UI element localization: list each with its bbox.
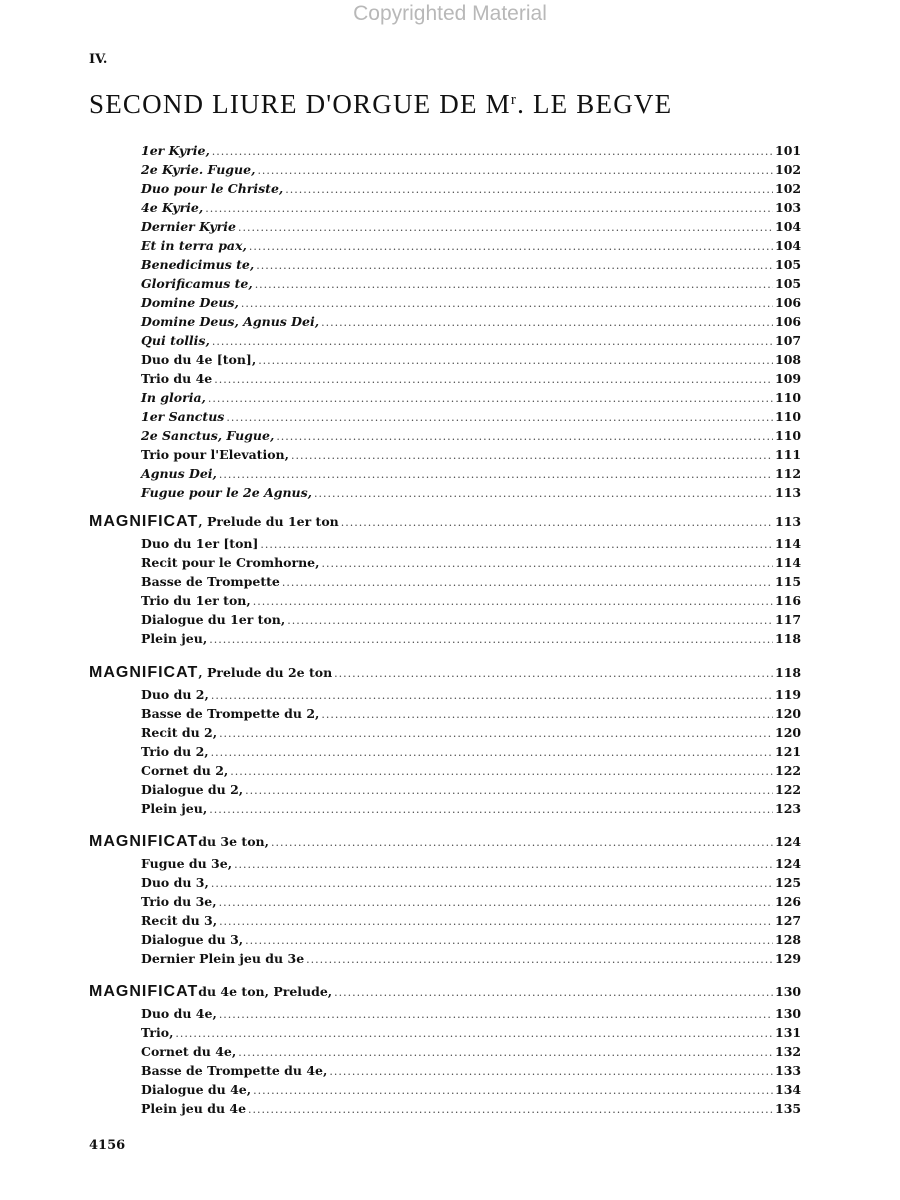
dot-leader [230,765,773,778]
dot-leader [306,953,773,966]
section-heading-detail: , Prelude du 1er ton [198,514,339,529]
toc-entry [141,612,801,630]
dot-leader [241,297,773,310]
page-number: IV. [89,52,108,67]
dot-leader [211,877,773,890]
entry-page-number: 105 [775,257,802,272]
dot-leader [175,1027,773,1040]
section-page-number: 113 [775,514,802,529]
entry-page-number: 123 [775,801,802,816]
entry-page-number: 120 [775,706,802,721]
footer-plate-number: 4156 [89,1138,126,1153]
entry-label: Dialogue du 4e, [141,1082,252,1097]
dot-leader [276,430,773,443]
entry-label: Plein jeu du 4e [141,1101,247,1116]
toc-entry [141,555,801,573]
entry-page-number: 124 [775,856,802,871]
dot-leader [219,468,773,481]
entry-label: Qui tollis, [141,333,210,348]
toc-entry [141,352,801,370]
entry-page-number: 104 [775,238,802,253]
toc-entry [141,1063,801,1081]
entry-label: Duo du 3, [141,875,209,890]
entry-label: In gloria, [141,390,206,405]
entry-page-number: 122 [775,763,802,778]
toc-entry [141,875,801,893]
entry-label: Trio du 1er ton, [141,593,251,608]
section-heading: MAGNIFICAT [89,983,199,1000]
dot-leader [257,164,773,177]
entry-label: Plein jeu, [141,801,208,816]
entry-page-number: 118 [775,631,802,646]
toc-entry [141,536,801,554]
entry-label: Trio du 4e [141,371,213,386]
entry-page-number: 133 [775,1063,802,1078]
dot-leader [245,784,773,797]
toc-entry [141,782,801,800]
entry-page-number: 132 [775,1044,802,1059]
dot-leader [334,986,773,999]
dot-leader [238,221,773,234]
entry-label: Plein jeu, [141,631,208,646]
entry-page-number: 114 [775,555,802,570]
entry-label: Agnus Dei, [141,466,217,481]
dot-leader [219,727,773,740]
entry-label: Trio pour l'Elevation, [141,447,289,462]
toc-entry [141,801,801,819]
entry-label: Duo du 2, [141,687,209,702]
dot-leader [234,858,773,871]
dot-leader [256,259,773,272]
entry-page-number: 106 [775,314,802,329]
entry-label: Glorificamus te, [141,276,253,291]
entry-label: Trio, [141,1025,174,1040]
toc-entry [141,1006,801,1024]
section-heading-detail: du 4e ton, Prelude, [198,984,333,999]
toc-entry [141,219,801,237]
toc-entry [141,894,801,912]
section-heading-row [89,513,801,535]
page-title [89,89,672,120]
dot-leader [209,633,773,646]
section-heading-detail: du 3e ton, [198,834,269,849]
section-page-number: 130 [775,984,802,999]
entry-page-number: 135 [775,1101,802,1116]
toc-entry [141,763,801,781]
toc-entry [141,276,801,294]
toc-entry [141,200,801,218]
toc-entry [141,687,801,705]
toc-entry [141,257,801,275]
entry-page-number: 128 [775,932,802,947]
toc-entry [141,574,801,592]
entry-label: Trio du 3e, [141,894,217,909]
dot-leader [287,614,773,627]
section-heading-row [89,833,801,855]
dot-leader [321,316,773,329]
toc-entry [141,428,801,446]
title-superscript: r [510,92,518,108]
entry-page-number: 102 [775,181,802,196]
toc-entry [141,333,801,351]
entry-page-number: 113 [775,485,802,500]
entry-page-number: 122 [775,782,802,797]
entry-label: Dialogue du 3, [141,932,244,947]
entry-page-number: 127 [775,913,802,928]
dot-leader [260,538,773,551]
entry-page-number: 103 [775,200,802,215]
dot-leader [291,449,773,462]
section-heading-detail: , Prelude du 2e ton [198,665,333,680]
toc-entry [141,1101,801,1119]
entry-page-number: 131 [775,1025,802,1040]
dot-leader [314,487,773,500]
entry-label: 2e Sanctus, Fugue, [141,428,275,443]
entry-page-number: 110 [775,409,802,424]
section-page-number: 118 [775,665,802,680]
toc-entry [141,1082,801,1100]
toc-entry [141,371,801,389]
toc-entry [141,162,801,180]
toc-entry [141,390,801,408]
dot-leader [253,595,773,608]
entry-label: Trio du 2, [141,744,209,759]
dot-leader [329,1065,773,1078]
entry-label: Basse de Trompette du 2, [141,706,320,721]
entry-label: Duo pour le Christe, [141,181,284,196]
section-heading: MAGNIFICAT [89,513,199,530]
entry-page-number: 125 [775,875,802,890]
entry-page-number: 111 [775,447,802,462]
toc-entry [141,725,801,743]
entry-label: Basse de Trompette [141,574,280,589]
entry-page-number: 130 [775,1006,802,1021]
dot-leader [285,183,773,196]
dot-leader [282,576,773,589]
toc-entry [141,314,801,332]
dot-leader [226,411,773,424]
entry-page-number: 121 [775,744,802,759]
dot-leader [219,1008,773,1021]
dot-leader [245,934,773,947]
entry-label: 1er Sanctus [141,409,225,424]
entry-page-number: 114 [775,536,802,551]
dot-leader [205,202,773,215]
entry-page-number: 120 [775,725,802,740]
entry-page-number: 117 [775,612,802,627]
toc-entry [141,466,801,484]
dot-leader [334,667,773,680]
dot-leader [255,278,773,291]
dot-leader [208,392,773,405]
toc-entry [141,856,801,874]
section-heading-row [89,664,801,686]
toc-entry [141,238,801,256]
title-main: SECOND LIURE D'ORGUE DE M [89,89,511,119]
entry-label: Recit pour le Cromhorne, [141,555,320,570]
entry-label: Basse de Trompette du 4e, [141,1063,328,1078]
entry-page-number: 107 [775,333,802,348]
dot-leader [238,1046,773,1059]
entry-page-number: 119 [775,687,802,702]
entry-label: Domine Deus, Agnus Dei, [141,314,320,329]
dot-leader [271,836,773,849]
toc-entry [141,447,801,465]
title-tail: . LE BEGVE [517,89,673,119]
entry-label: Dialogue du 1er ton, [141,612,286,627]
section-heading-row [89,983,801,1005]
section-heading: MAGNIFICAT [89,664,199,681]
entry-label: Dialogue du 2, [141,782,244,797]
entry-label: Et in terra pax, [141,238,247,253]
entry-page-number: 110 [775,428,802,443]
entry-label: Cornet du 2, [141,763,229,778]
dot-leader [258,354,773,367]
entry-page-number: 106 [775,295,802,310]
toc-entry [141,932,801,950]
entry-label: Fugue pour le 2e Agnus, [141,485,313,500]
toc-entry [141,143,801,161]
toc-entry [141,744,801,762]
toc-entry [141,1044,801,1062]
entry-page-number: 105 [775,276,802,291]
entry-page-number: 116 [775,593,802,608]
dot-leader [219,896,773,909]
entry-label: 1er Kyrie, [141,143,210,158]
entry-label: Duo du 1er [ton] [141,536,259,551]
toc-entry [141,913,801,931]
toc-entry [141,631,801,649]
entry-page-number: 134 [775,1082,802,1097]
toc-entry [141,295,801,313]
entry-page-number: 104 [775,219,802,234]
watermark: Copyrighted Material [353,2,547,25]
entry-label: Fugue du 3e, [141,856,233,871]
dot-leader [321,708,773,721]
entry-label: Duo du 4e, [141,1006,217,1021]
toc-entry [141,181,801,199]
entry-page-number: 112 [775,466,802,481]
dot-leader [209,803,773,816]
toc-entry [141,485,801,503]
entry-page-number: 126 [775,894,802,909]
entry-page-number: 115 [775,574,802,589]
entry-label: 4e Kyrie, [141,200,204,215]
section-page-number: 124 [775,834,802,849]
entry-label: Dernier Plein jeu du 3e [141,951,305,966]
dot-leader [341,516,773,529]
entry-page-number: 101 [775,143,802,158]
entry-label: Recit du 2, [141,725,218,740]
entry-label: Benedicimus te, [141,257,255,272]
entry-page-number: 129 [775,951,802,966]
dot-leader [214,373,773,386]
toc-entry [141,1025,801,1043]
section-heading: MAGNIFICAT [89,833,199,850]
entry-page-number: 110 [775,390,802,405]
toc-entry [141,593,801,611]
entry-label: Recit du 3, [141,913,218,928]
entry-page-number: 102 [775,162,802,177]
entry-page-number: 109 [775,371,802,386]
toc-entry [141,706,801,724]
dot-leader [219,915,773,928]
dot-leader [211,689,773,702]
dot-leader [253,1084,773,1097]
entry-label: Dernier Kyrie [141,219,236,234]
dot-leader [212,145,773,158]
dot-leader [249,240,773,253]
dot-leader [212,335,773,348]
entry-label: Duo du 4e [ton], [141,352,257,367]
dot-leader [211,746,773,759]
dot-leader [248,1103,773,1116]
entry-page-number: 108 [775,352,802,367]
entry-label: 2e Kyrie. Fugue, [141,162,256,177]
entry-label: Cornet du 4e, [141,1044,237,1059]
toc-entry [141,951,801,969]
toc-entry [141,409,801,427]
entry-label: Domine Deus, [141,295,239,310]
dot-leader [322,557,774,570]
